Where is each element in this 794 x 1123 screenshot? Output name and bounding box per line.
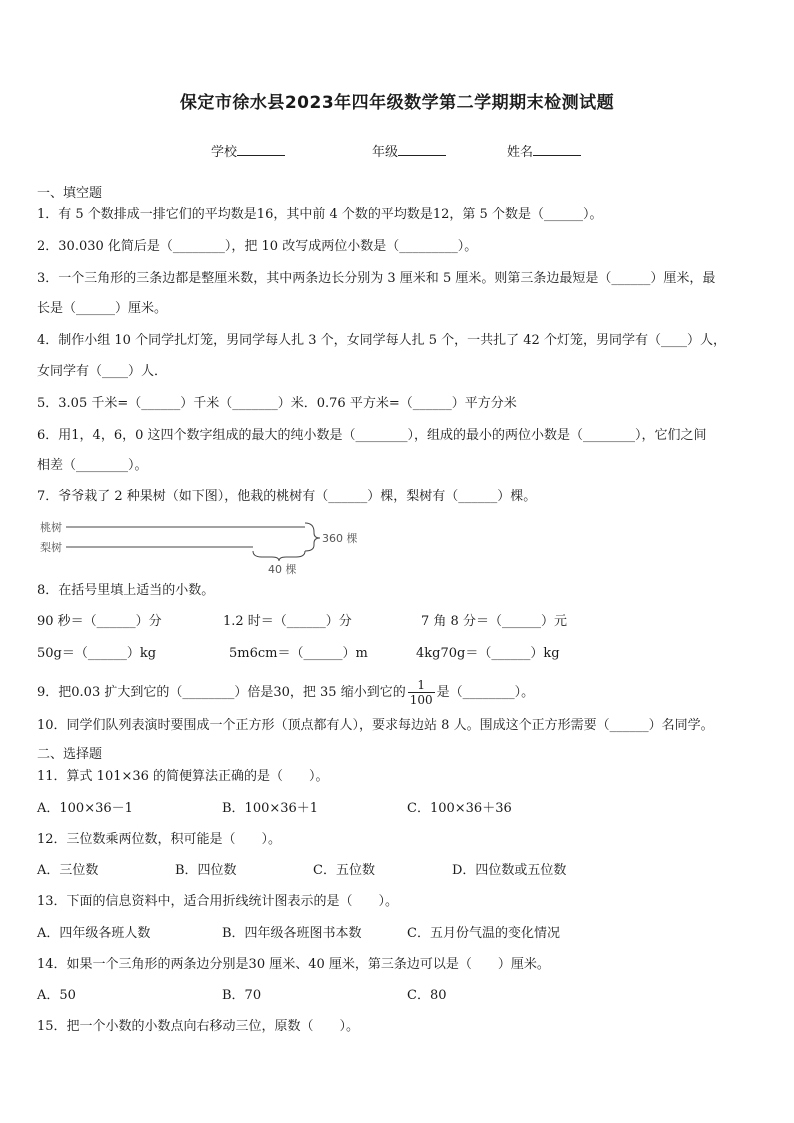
question-1: 1．有 5 个数排成一排它们的平均数是16，其中前 4 个数的平均数是12，第 5 个数是（______）。 [37, 207, 603, 222]
total-brace [305, 523, 320, 551]
q12-option-a: A．三位数 [37, 863, 99, 878]
q9-numerator: 1 [408, 678, 435, 693]
q8-item-1: 90 秒＝（______）分 [37, 614, 162, 629]
name-label: 姓名 [507, 145, 534, 160]
q9-text-end: 是（________）。 [436, 685, 535, 700]
question-3-line-1: 3．一个三角形的三条边都是整厘米数，其中两条边长分别为 3 厘米和 5 厘米。则第三条边最短是（______）厘米，最 [37, 271, 716, 286]
question-12: 12．三位数乘两位数，积可能是（ ）。 [37, 832, 282, 847]
q8-item-6: 4kg70g＝（______）kg [416, 646, 560, 661]
diagram-total-label: 360 棵 [322, 532, 358, 545]
q11-option-c: C．100×36＋36 [407, 801, 512, 816]
q9-denominator: 100 [409, 693, 433, 707]
section-fill-blank: 一、填空题 [37, 186, 103, 201]
question-10: 10．同学们队列表演时要围成一个正方形（顶点都有人），要求每边站 8 人。围成这个正方形需要（______）名同学。 [37, 718, 714, 733]
question-15: 15．把一个小数的小数点向右移动三位，原数（ ）。 [37, 1019, 360, 1034]
question-9 [37, 677, 534, 709]
question-13: 13．下面的信息资料中，适合用折线统计图表示的是（ ）。 [37, 894, 399, 909]
question-4-line-2: 女同学有（____）人． [37, 364, 168, 379]
q8-item-3: 7 角 8 分＝（______）元 [421, 614, 567, 629]
page-title: 保定市徐水县2023年四年级数学第二学期期末检测试题 [179, 93, 615, 113]
section-multiple-choice: 二、选择题 [37, 747, 103, 762]
q14-option-c: C．80 [407, 988, 447, 1003]
question-3-line-2: 长是（______）厘米。 [37, 301, 168, 316]
q9-text-start: 9．把0.03 扩大到它的（________）倍是30，把 35 缩小到它的 [37, 685, 406, 700]
q13-option-b: B．四年级各班图书本数 [222, 926, 362, 941]
question-4-line-1: 4．制作小组 10 个同学扎灯笼，男同学每人扎 3 个，女同学每人扎 5 个，一共扎了 42 个灯笼，男同学有（____）人， [37, 333, 726, 348]
q12-option-b: B．四位数 [175, 863, 237, 878]
q11-option-a: A．100×36－1 [37, 801, 133, 816]
question-6-line-1: 6．用1，4，6，0 这四个数字组成的最大的纯小数是（________），组成的最小的两位小数是（________），它们之间 [37, 428, 707, 443]
q13-option-c: C．五月份气温的变化情况 [407, 926, 560, 941]
question-5: 5．3.05 千米=（______）千米（_______）米．0.76 平方米=（______）平方分米 [37, 396, 517, 411]
diagram-peach-label: 桃树 [40, 521, 62, 534]
diagram-pear-label: 梨树 [40, 541, 62, 554]
grade-label: 年级 [372, 145, 399, 160]
diagram-diff-label: 40 棵 [268, 563, 297, 576]
difference-brace [253, 551, 305, 561]
q13-option-a: A．四年级各班人数 [37, 926, 151, 941]
q14-option-a: A．50 [37, 988, 76, 1003]
q8-item-2: 1.2 时＝（______）分 [223, 614, 352, 629]
question-14: 14．如果一个三角形的两条边分别是30 厘米、40 厘米，第三条边可以是（ ）厘米。 [37, 957, 550, 972]
q12-option-c: C．五位数 [313, 863, 375, 878]
q8-item-5: 5m6cm＝（______）m [229, 646, 368, 661]
q8-item-4: 50g＝（______）kg [37, 646, 157, 661]
school-label: 学校 [211, 145, 238, 160]
q12-option-d: D．四位数或五位数 [452, 863, 567, 878]
question-6-line-2: 相差（________）。 [37, 458, 148, 473]
question-2: 2．30.030 化简后是（________），把 10 改写成两位小数是（_________）。 [37, 239, 478, 254]
question-8: 8．在括号里填上适当的小数。 [37, 583, 215, 598]
q11-option-b: B．100×36＋1 [222, 801, 319, 816]
q14-option-b: B．70 [222, 988, 262, 1003]
question-11: 11．算式 101×36 的简便算法正确的是（ ）。 [37, 769, 329, 784]
question-7: 7．爷爷栽了 2 种果树（如下图），他栽的桃树有（______）棵，梨树有（______）棵。 [37, 489, 537, 504]
q9-fraction [408, 678, 435, 707]
